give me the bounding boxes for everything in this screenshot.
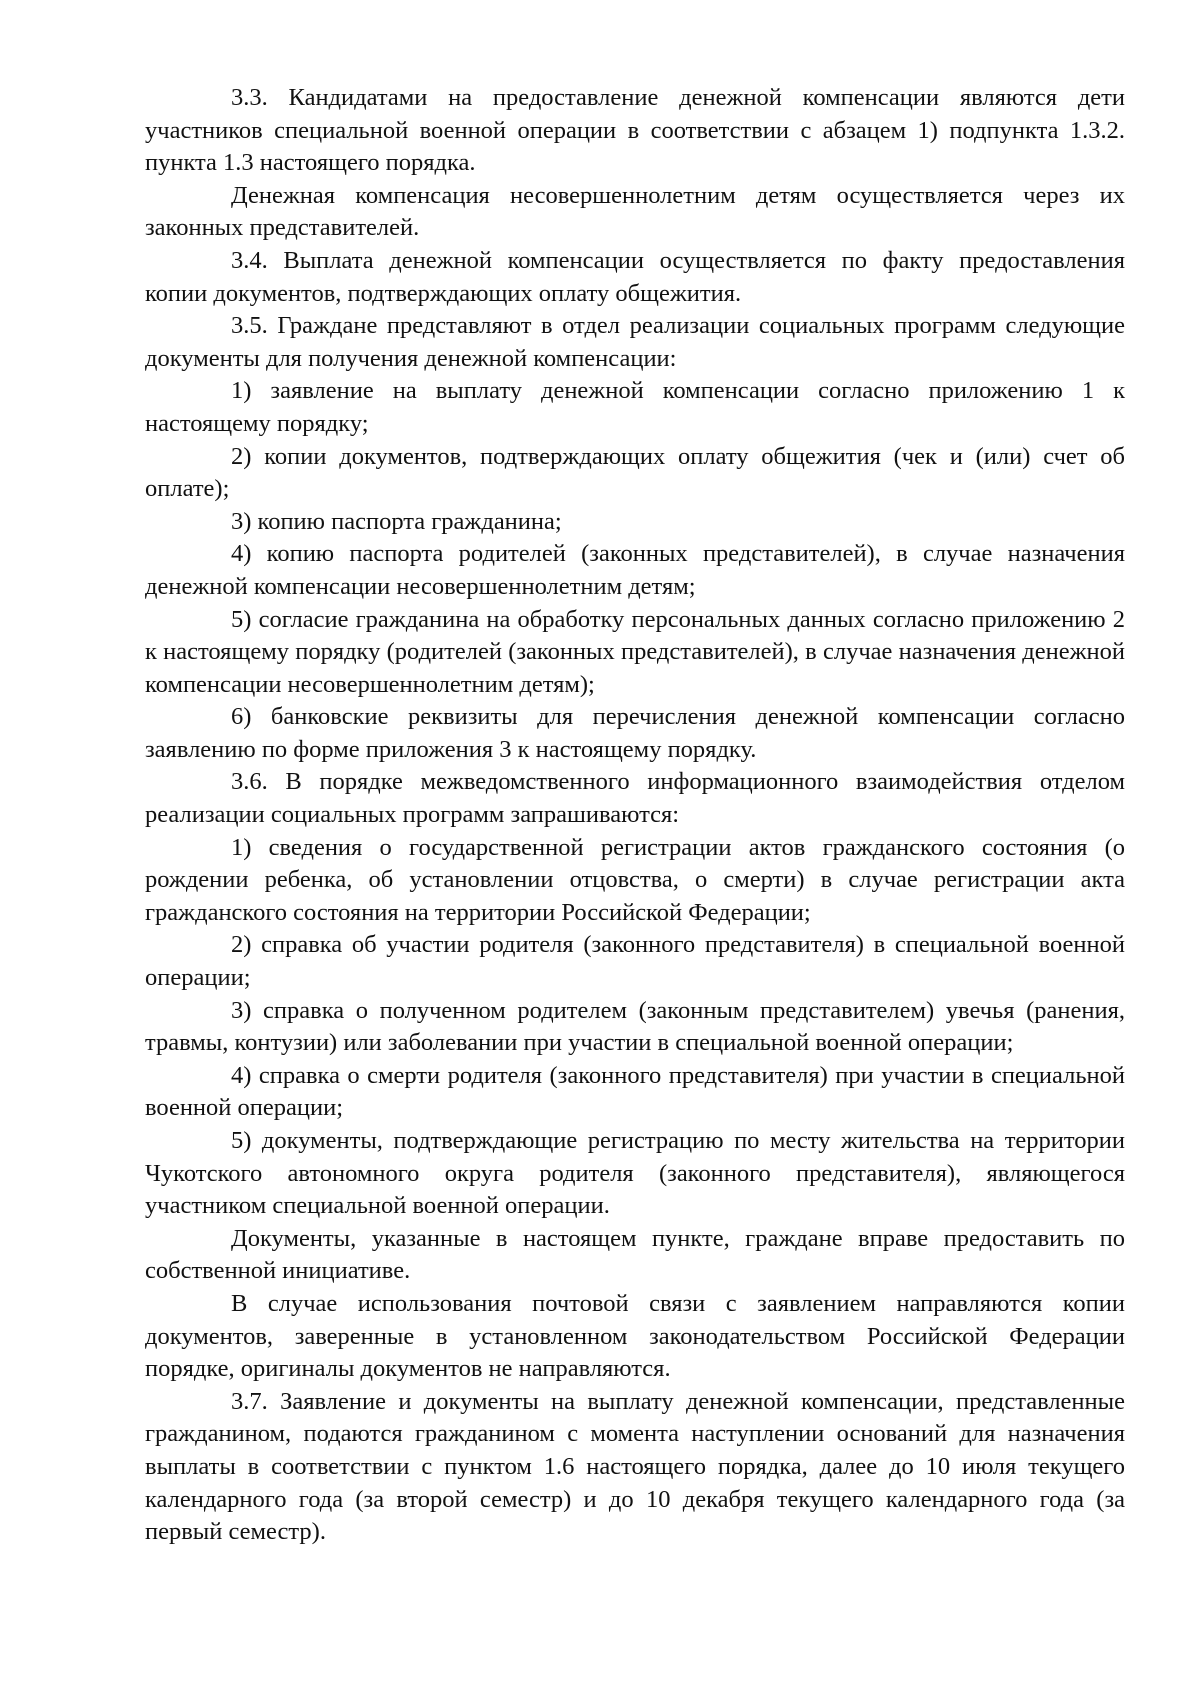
paragraph-3-7: 3.7. Заявление и документы на выплату денежной компенсации, представленные гражданином, подаются гражданином с момента наступлении оснований для назначения выплаты в соответствии с пунктом 1.6 настоящего порядка, далее до 10 июля текущего календарного года (за второй семестр) и до 10 декабря текущего календарного года (за первый семестр). [145, 1387, 1125, 1546]
list-item-3-5-6: 6) банковские реквизиты для перечисления денежной компенсации согласно заявлению по форме приложения 3 к настоящему порядку. [145, 703, 1125, 763]
paragraph-own-initiative: Документы, указанные в настоящем пункте, граждане вправе предоставить по собственной инициативе. [145, 1224, 1125, 1285]
list-item-3-6-4: 4) справка о смерти родителя (законного представителя) при участии в специальной военной операции; [145, 1061, 1125, 1122]
list-item-3-6-5: 5) документы, подтверждающие регистрацию по месту жительства на территории Чукотского автономного округа родителя (законного представителя), являющегося участником специальной военной операции. [145, 1127, 1125, 1220]
paragraph-minor-compensation: Денежная компенсация несовершеннолетним детям осуществляется через их законных представителей. [145, 181, 1125, 242]
paragraph-3-5: 3.5. Граждане представляют в отдел реализации социальных программ следующие документы для получения денежной компенсации: [145, 312, 1125, 372]
list-item-3-6-2: 2) справка об участии родителя (законного представителя) в специальной военной операции; [145, 931, 1125, 992]
paragraph-postal-delivery: В случае использования почтовой связи с заявлением направляются копии документов, заверенные в установленном законодательством Российской Федерации порядке, оригиналы документов не направляются. [145, 1289, 1125, 1383]
list-item-3-5-2: 2) копии документов, подтверждающих оплату общежития (чек и (или) счет об оплате); [145, 442, 1125, 503]
document-body [145, 82, 1125, 1549]
paragraph-3-3: 3.3. Кандидатами на предоставление денежной компенсации являются дети участников специальной военной операции в соответствии с абзацем 1) подпункта 1.3.2. пункта 1.3 настоящего порядка. [145, 84, 1125, 177]
list-item-3-6-3: 3) справка о полученном родителем (законным представителем) увечья (ранения, травмы, контузии) или заболевании при участии в специальной военной операции; [145, 996, 1125, 1057]
list-item-3-5-4: 4) копию паспорта родителей (законных представителей), в случае назначения денежной компенсации несовершеннолетним детям; [145, 540, 1125, 600]
paragraph-3-6: 3.6. В порядке межведомственного информационного взаимодействия отделом реализации социальных программ запрашиваются: [145, 768, 1125, 829]
paragraph-3-4: 3.4. Выплата денежной компенсации осуществляется по факту предоставления копии документов, подтверждающих оплату общежития. [145, 246, 1125, 307]
list-item-3-5-3: 3) копию паспорта гражданина; [231, 507, 562, 535]
list-item-3-5-1: 1) заявление на выплату денежной компенсации согласно приложению 1 к настоящему порядку; [145, 377, 1125, 437]
list-item-3-5-5: 5) согласие гражданина на обработку персональных данных согласно приложению 2 к настоящему порядку (родителей (законных представителей), в случае назначения денежной компенсации несовершеннолетним детям); [145, 605, 1125, 698]
list-item-3-6-1: 1) сведения о государственной регистрации актов гражданского состояния (о рождении ребенка, об установлении отцовства, о смерти) в случае регистрации акта гражданского состояния на территории Российской Федерации; [145, 833, 1125, 926]
